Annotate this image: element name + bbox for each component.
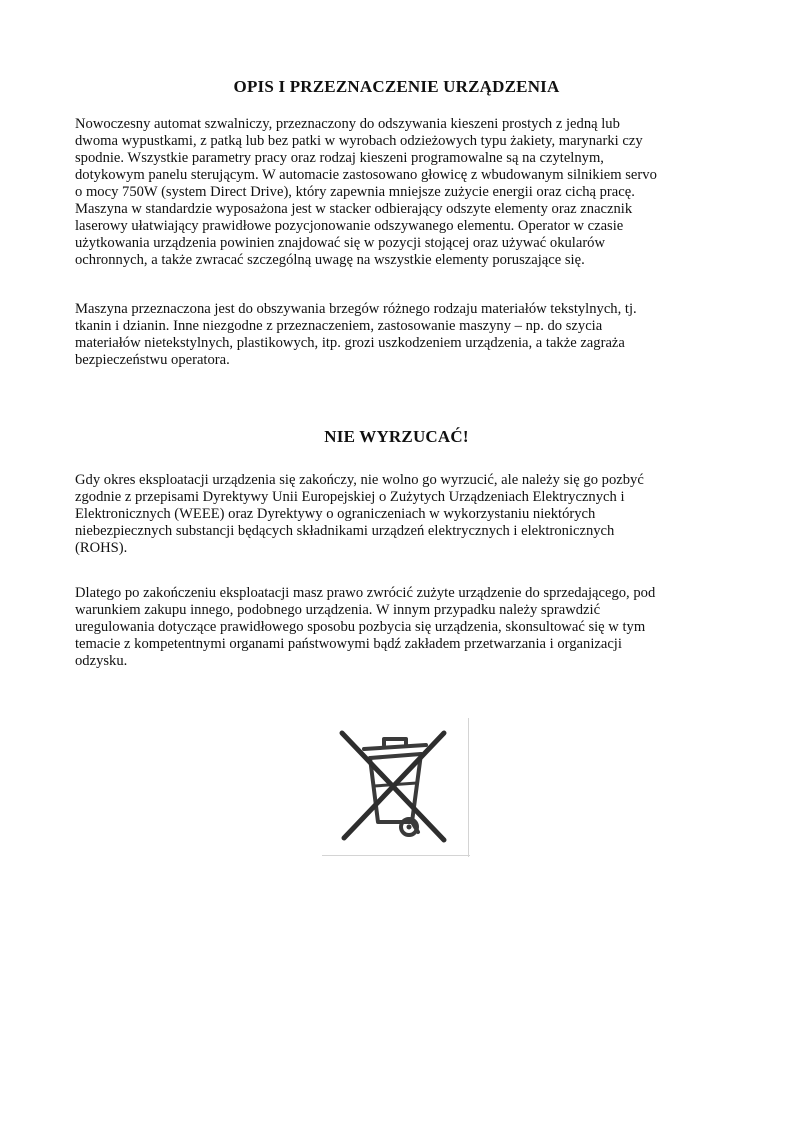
text-line: Dlatego po zakończeniu eksploatacji masz prawo zwrócić zużyte urządzenie do sprzedającego, pod [75, 585, 656, 601]
section-title-description: OPIS I PRZEZNACZENIE URZĄDZENIA [233, 77, 560, 96]
text-line: materiałów nietekstylnych, plastikowych, itp. grozi uszkodzeniem urządzenia, a także zagraża [75, 335, 625, 351]
text-line: tkanin i dzianin. Inne niezgodne z przeznaczeniem, zastosowanie maszyny – np. do szycia [75, 318, 603, 334]
text-line: temacie z kompetentnymi organami państwowymi bądź zakładem przetwarzania i organizacji [75, 636, 622, 652]
text-line: dwoma wypustkami, z patką lub bez patki w wyrobach odzieżowych typu żakiety, marynarki czy [75, 133, 643, 149]
text-line: warunkiem zakupu innego, podobnego urządzenia. W innym przypadku należy sprawdzić [75, 602, 601, 618]
text-line: bezpieczeństwu operatora. [75, 352, 230, 368]
paragraph-device-description [75, 116, 725, 269]
text-line: (ROHS). [75, 540, 128, 556]
text-line: uregulowania dotyczące prawidłowego sposobu pozbycia się urządzenia, skonsultować się w tym [75, 619, 646, 635]
paragraph-return-policy [75, 585, 725, 670]
text-line: o mocy 750W (system Direct Drive), który zapewnia mniejsze zużycie energii oraz cichą pracę. [75, 184, 635, 200]
paragraph-intended-use [75, 301, 725, 369]
section-title-do-not-discard: NIE WYRZUCAĆ! [324, 427, 469, 446]
text-line: Nowoczesny automat szwalniczy, przeznaczony do odszywania kieszeni prostych z jedną lub [75, 116, 620, 132]
text-line: Elektronicznych (WEEE) oraz Dyrektywy o ograniczeniach w wykorzystaniu niektórych [75, 506, 596, 522]
text-line: spodnie. Wszystkie parametry pracy oraz rodzaj kieszeni programowalne są na czytelnym, [75, 150, 604, 166]
text-line: zgodnie z przepisami Dyrektywy Unii Europejskiej o Zużytych Urządzeniach Elektrycznych i [75, 489, 625, 505]
paragraph-weee-directive [75, 472, 725, 557]
text-line: ochronnych, a także zwracać szczególną uwagę na wszystkie elementy poruszające się. [75, 252, 585, 268]
crossed-out-wheelie-bin-icon [322, 718, 470, 857]
text-line: Maszyna w standardzie wyposażona jest w stacker odbierający odszyte elementy oraz znacznik [75, 201, 633, 217]
text-line: niebezpiecznych substancji będących składnikami urządzeń elektrycznych i elektronicznych [75, 523, 615, 539]
text-line: Gdy okres eksploatacji urządzenia się zakończy, nie wolno go wyrzucić, ale należy się go pozbyć [75, 472, 644, 488]
text-line: laserowy ułatwiający prawidłowe pozycjonowanie odszywanego elementu. Operator w czasie [75, 218, 624, 234]
text-line: dotykowym panelu sterującym. W automacie zastosowano głowicę z wbudowanym silnikiem servo [75, 167, 657, 183]
text-line: odzysku. [75, 653, 128, 669]
text-line: Maszyna przeznaczona jest do obszywania brzegów różnego rodzaju materiałów tekstylnych, tj. [75, 301, 637, 317]
text-line: użytkowania urządzenia powinien znajdować się w pozycji stojącej oraz używać okularów [75, 235, 606, 251]
